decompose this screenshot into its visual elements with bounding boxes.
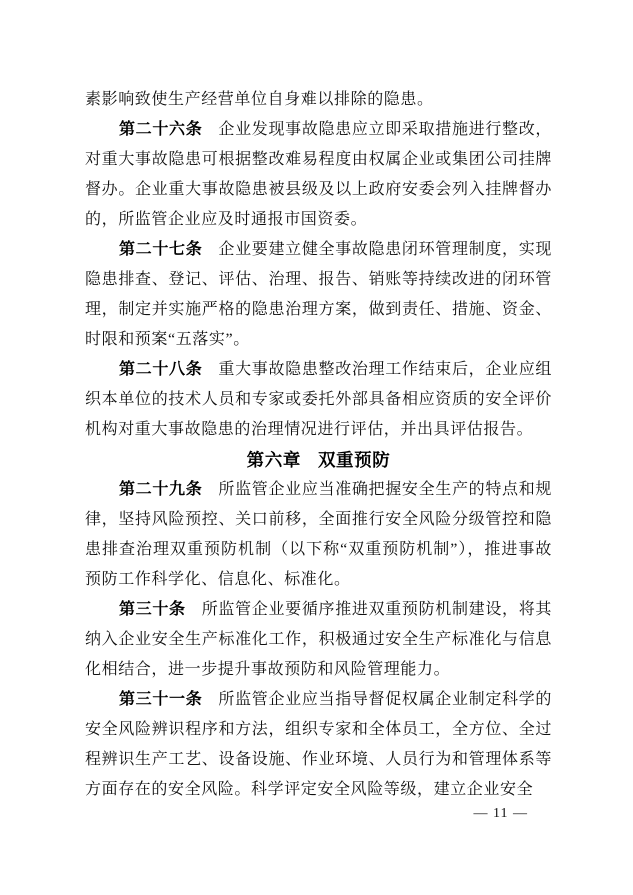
chapter-heading [85, 445, 552, 475]
article-text-27: 企业要建立健全事故隐患闭环管理制度，实现隐患排查、登记、评估、治理、报告、销账等持续改进的闭环管理，制定并实施严格的隐患治理方案，做到责任、措施、资金、时限和预案“五落实”。 [85, 241, 552, 348]
paragraph-article-27 [85, 235, 552, 355]
paragraph-text: 素影响致使生产经营单位自身难以排除的隐患。 [85, 91, 434, 108]
paragraph-article-28 [85, 355, 552, 445]
article-text-30: 所监管企业要循序推进双重预防机制建设，将其纳入企业安全生产标准化工作，积极通过安全生产标准化与信息化相结合，进一步提升事故预防和风险管理能力。 [85, 601, 552, 678]
paragraph-continuation [85, 85, 552, 115]
article-text-28: 重大事故隐患整改治理工作结束后，企业应组织本单位的技术人员和专家或委托外部具备相应资质的安全评价机构对重大事故隐患的治理情况进行评估，并出具评估报告。 [85, 361, 552, 438]
article-number-26: 第二十六条 [119, 121, 203, 138]
article-number-31: 第三十一条 [119, 691, 203, 708]
article-text-31: 所监管企业应当指导督促权属企业制定科学的安全风险辨识程序和方法，组织专家和全体员工，全方位、全过程辨识生产工艺、设备设施、作业环境、人员行为和管理体系等方面存在的安全风险。科学评定安全风险等级，建立企业安全 [85, 691, 552, 798]
article-text-29: 所监管企业应当准确把握安全生产的特点和规律，坚持风险预控、关口前移，全面推行安全风险分级管控和隐患排查治理双重预防机制（以下称“双重预防机制”），推进事故预防工作科学化、信息化、标准化。 [85, 481, 552, 588]
page-number: — 11 — [473, 806, 528, 821]
article-number-29: 第二十九条 [119, 481, 203, 498]
paragraph-article-29 [85, 475, 552, 595]
paragraph-article-30 [85, 595, 552, 685]
document-body [85, 85, 552, 805]
article-number-27: 第二十七条 [119, 241, 203, 258]
article-number-30: 第三十条 [119, 601, 186, 618]
article-number-28: 第二十八条 [119, 361, 203, 378]
article-text-26: 企业发现事故隐患应立即采取措施进行整改，对重大事故隐患可根据整改难易程度由权属企业或集团公司挂牌督办。企业重大事故隐患被县级及以上政府安委会列入挂牌督办的，所监管企业应及时通报市国资委。 [85, 121, 552, 228]
chapter-label: 第六章 [246, 450, 301, 470]
paragraph-article-31 [85, 685, 552, 805]
paragraph-article-26 [85, 115, 552, 235]
chapter-title: 双重预防 [317, 450, 391, 470]
